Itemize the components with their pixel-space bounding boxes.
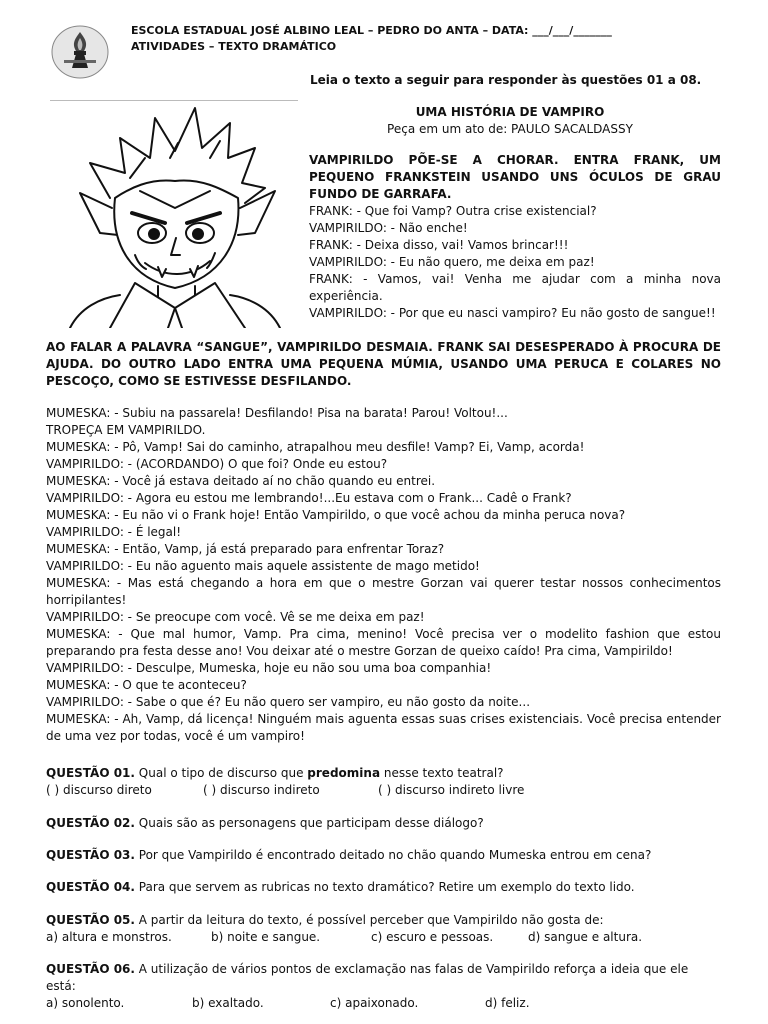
stage-direction: VAMPIRILDO PÕE-SE A CHORAR. ENTRA FRANK, UM PEQUENO FRANKSTEIN USANDO UNS ÓCULOS DE GRAU FUNDO DE GARRAFA.: [309, 153, 721, 201]
question-text: Quais são as personagens que participam desse diálogo?: [134, 816, 484, 830]
option-c: c) apaixonado.: [330, 996, 419, 1010]
play-title: UMA HISTÓRIA DE VAMPIRO: [415, 105, 605, 119]
dialogue-line: MUMESKA: - Então, Vamp, já está preparado para enfrentar Toraz?: [46, 542, 445, 556]
dialogue-line: MUMESKA: - Que mal humor, Vamp. Pra cima, menino! Você precisa ver o modelito fashion que estou preparando pra festa desse ano! Vou deixar até o mestre Gorzan de queixo caído! Pra cima, Vampirildo!: [46, 627, 721, 658]
school-header-line: ESCOLA ESTADUAL JOSÉ ALBINO LEAL – PEDRO DO ANTA – DATA: ___/___/_______: [131, 24, 612, 37]
dialogue-block: [309, 203, 721, 322]
option-b: b) noite e sangue.: [211, 930, 321, 944]
dialogue-line: MUMESKA: - Subiu na passarela! Desfilando! Pisa na barata! Parou! Voltou!...: [46, 406, 508, 420]
play-author: Peça em um ato de: PAULO SACALDASSY: [387, 122, 633, 136]
dialogue-line: VAMPIRILDO: - (ACORDANDO) O que foi? Onde eu estou?: [46, 457, 388, 471]
question-01: [46, 765, 721, 799]
question-label: QUESTÃO 03.: [46, 848, 135, 862]
subject-header-line: ATIVIDADES – TEXTO DRAMÁTICO: [131, 40, 337, 53]
question-text: A utilização de vários pontos de exclamação nas falas de Vampirildo reforça a ideia que ele está:: [46, 962, 689, 993]
dialogue-line: FRANK: - Deixa disso, vai! Vamos brincar!!!: [309, 238, 569, 252]
question-label: QUESTÃO 05.: [46, 913, 135, 927]
dialogue-line: VAMPIRILDO: - Agora eu estou me lembrando!...Eu estava com o Frank... Cadê o Frank?: [46, 491, 572, 505]
dialogue-line: MUMESKA: - Você já estava deitado aí no chão quando eu entrei.: [46, 474, 436, 488]
dialogue-line: VAMPIRILDO: - Se preocupe com você. Vê se me deixa em paz!: [46, 610, 425, 624]
question-06: [46, 961, 721, 1012]
option-b: b) exaltado.: [192, 996, 264, 1010]
question-04: [46, 879, 721, 896]
question-text: nesse texto teatral?: [380, 766, 504, 780]
question-text: Por que Vampirildo é encontrado deitado no chão quando Mumeska entrou em cena?: [134, 848, 652, 862]
dialogue-line: VAMPIRILDO: - Eu não quero, me deixa em paz!: [309, 255, 595, 269]
question-label: QUESTÃO 02.: [46, 816, 135, 830]
option-d: d) feliz.: [485, 996, 530, 1010]
option-free-indirect-speech: ( ) discurso indireto livre: [378, 783, 525, 797]
dialogue-line: FRANK: - Vamos, vai! Venha me ajudar com a minha nova experiência.: [309, 272, 721, 303]
question-02: [46, 815, 721, 832]
question-label: QUESTÃO 06.: [46, 962, 135, 976]
option-a: a) sonolento.: [46, 996, 125, 1010]
dialogue-line: VAMPIRILDO: - Sabe o que é? Eu não quero ser vampiro, eu não gosto da noite...: [46, 695, 531, 709]
dialogue-line: MUMESKA: - Pô, Vamp! Sai do caminho, atrapalhou meu desfile! Vamp? Ei, Vamp, acorda!: [46, 440, 585, 454]
question-label: QUESTÃO 04.: [46, 880, 135, 894]
question-label: QUESTÃO 01.: [46, 766, 135, 780]
dialogue-line: TROPEÇA EM VAMPIRILDO.: [46, 423, 206, 437]
option-d: d) sangue e altura.: [528, 930, 643, 944]
question-text: A partir da leitura do texto, é possível perceber que Vampirildo não gosta de:: [134, 913, 604, 927]
question-text: Para que servem as rubricas no texto dramático? Retire um exemplo do texto lido.: [134, 880, 635, 894]
question-emphasis: predomina: [307, 766, 381, 780]
dialogue-line: VAMPIRILDO: - Não enche!: [309, 221, 468, 235]
vampire-illustration: [50, 103, 300, 328]
option-a: a) altura e monstros.: [46, 930, 172, 944]
dialogue-line: VAMPIRILDO: - É legal!: [46, 525, 182, 539]
dialogue-line: VAMPIRILDO: - Desculpe, Mumeska, hoje eu não sou uma boa companhia!: [46, 661, 492, 675]
dialogue-line: VAMPIRILDO: - Eu não aguento mais aquele assistente de mago metido!: [46, 559, 480, 573]
dialogue-line: VAMPIRILDO: - Por que eu nasci vampiro? Eu não gosto de sangue!!: [309, 306, 716, 320]
dialogue-block: [46, 405, 721, 745]
dialogue-line: MUMESKA: - Ah, Vamp, dá licença! Ninguém mais aguenta essas suas crises existenciais. Você precisa entender de uma vez por todas, você é um vampiro!: [46, 712, 721, 743]
question-text: Qual o tipo de discurso que: [134, 766, 308, 780]
stage-direction: AO FALAR A PALAVRA “SANGUE”, VAMPIRILDO DESMAIA. FRANK SAI DESESPERADO À PROCURA DE AJUDA. DO OUTRO LADO ENTRA UMA PEQUENA MÚMIA, USANDO UMA PERUCA E COLARES NO PESCOÇO, COMO SE ESTIVESSE DESFILANDO.: [46, 340, 721, 388]
option-direct-speech: ( ) discurso direto: [46, 783, 152, 797]
dialogue-line: MUMESKA: - Mas está chegando a hora em que o mestre Gorzan vai querer testar nossos conhecimentos horripilantes!: [46, 576, 721, 607]
school-logo: [50, 24, 110, 80]
dialogue-line: FRANK: - Que foi Vamp? Outra crise existencial?: [309, 204, 597, 218]
question-05: [46, 912, 721, 946]
question-03: [46, 847, 721, 864]
divider: [50, 100, 298, 101]
option-c: c) escuro e pessoas.: [371, 930, 494, 944]
reading-instruction: Leia o texto a seguir para responder às questões 01 a 08.: [310, 73, 702, 87]
dialogue-line: MUMESKA: - Eu não vi o Frank hoje! Então Vampirildo, o que você achou da minha peruca nova?: [46, 508, 626, 522]
option-indirect-speech: ( ) discurso indireto: [203, 783, 320, 797]
dialogue-line: MUMESKA: - O que te aconteceu?: [46, 678, 247, 692]
